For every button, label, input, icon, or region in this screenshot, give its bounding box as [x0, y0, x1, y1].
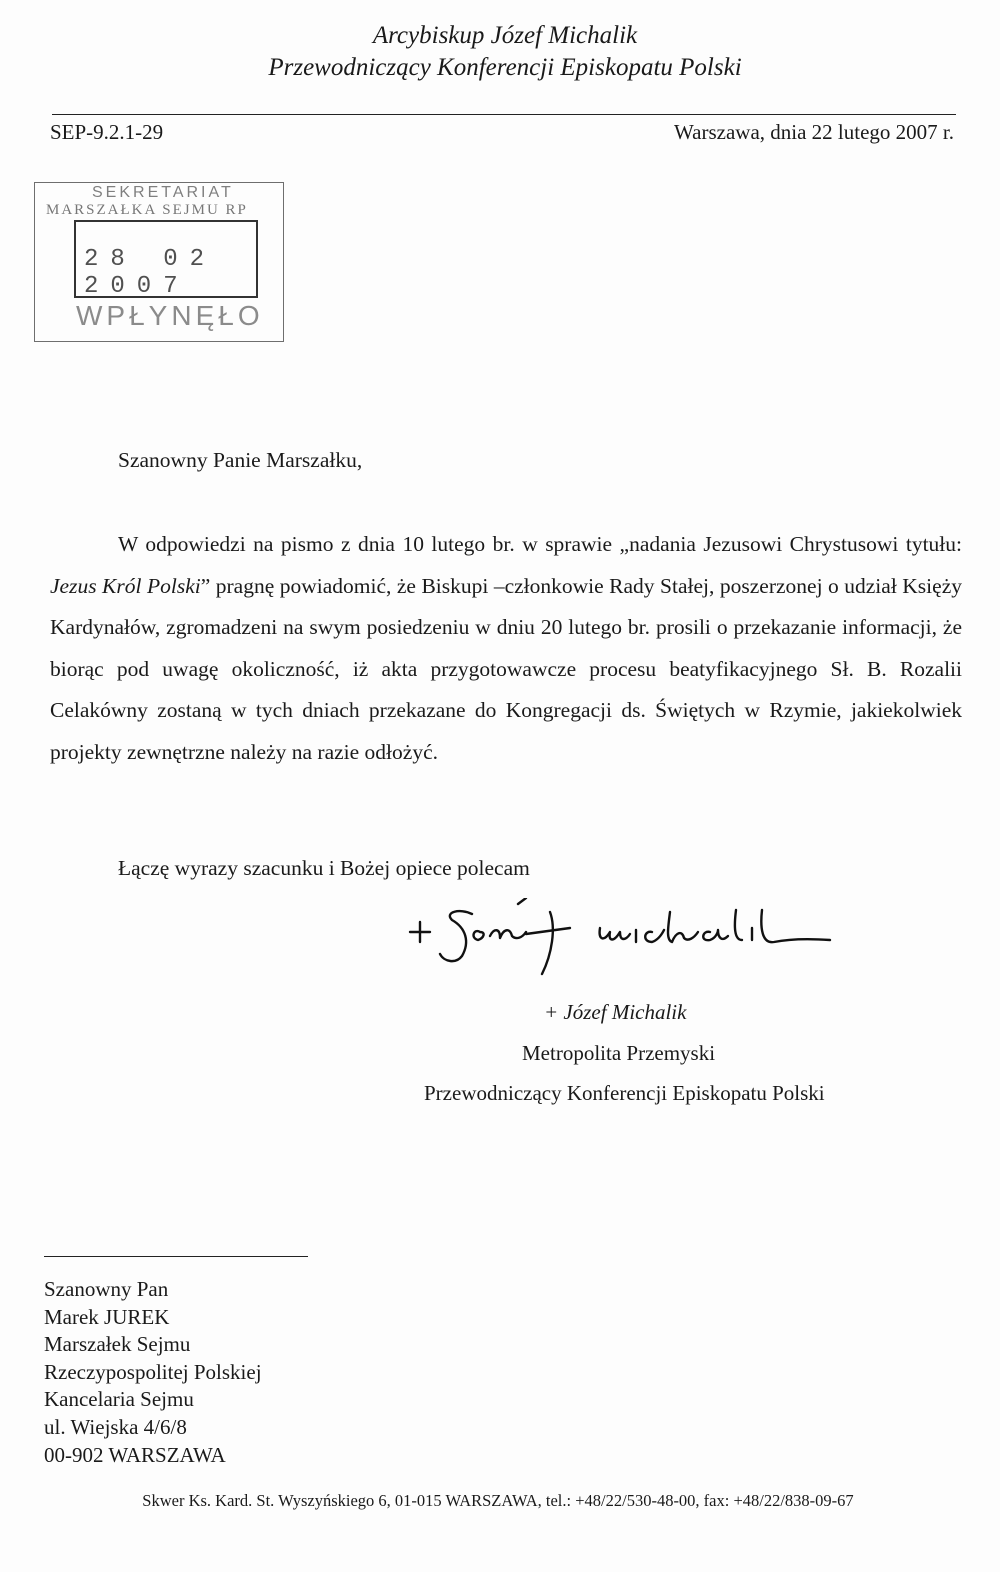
- addressee-line: Kancelaria Sejmu: [44, 1387, 194, 1412]
- letterhead-divider: [52, 114, 956, 115]
- addressee-line: Rzeczypospolitej Polskiej: [44, 1359, 262, 1384]
- letterhead-name: Arcybiskup Józef Michalik: [372, 22, 638, 49]
- closing-line: Łączę wyrazy szacunku i Bożej opiece polecam: [118, 856, 530, 880]
- body-text-part1: W odpowiedzi na pismo z dnia 10 lutego br. w sprawie „nadania Jezusowi Chrystusowi tytułu:: [118, 532, 962, 556]
- addressee-line: Szanowny Pan: [44, 1277, 169, 1301]
- letterhead-title: Przewodniczący Konferencji Episkopatu Polski: [268, 54, 742, 81]
- signer-title-1: Metropolita Przemyski: [522, 1041, 716, 1065]
- stamp-second-text: MARSZAŁKA SEJMU RP: [46, 202, 248, 218]
- date-line: Warszawa, dnia 22 lutego 2007 r.: [674, 120, 954, 144]
- stamp-date: 28 02 2007: [84, 246, 217, 300]
- addressee-line: Marek JUREK: [44, 1304, 170, 1329]
- body-text-part2: ” pragnę powiadomić, że Biskupi –członkowie Rady Stałej, poszerzonej o udział Księży Kardynałów, zgromadzeni na swym posiedzeniu w dniu 20 lutego br. prosili o przekazanie informacji, że biorąc pod uwagę okoliczność, iż akta przygotowawcze procesu beatyfikacyjnego Sł. B. Rozalii Celakówny zostaną w tych dniach przekazane do Kongregacji ds. Świętych w Rzymie, jakiekolwiek projekty zewnętrzne należy na razie odłożyć.: [50, 573, 962, 764]
- stamp-received-text: WPŁYNĘŁO: [76, 300, 264, 331]
- signer-name: + Józef Michalik: [544, 1000, 687, 1024]
- signer-title-2: Przewodniczący Konferencji Episkopatu Polski: [424, 1081, 825, 1105]
- reference-number: SEP-9.2.1-29: [50, 120, 164, 144]
- received-stamp: [34, 178, 286, 344]
- addressee-line: 00-902 WARSZAWA: [44, 1442, 226, 1467]
- addressee-block: [44, 1276, 262, 1469]
- letter-body: [50, 524, 962, 773]
- addressee-line: Marszałek Sejmu: [44, 1332, 191, 1357]
- addressee-line: ul. Wiejska 4/6/8: [44, 1414, 187, 1439]
- body-title-italic: Jezus Król Polski: [50, 573, 201, 598]
- salutation: Szanowny Panie Marszałku,: [118, 448, 363, 472]
- handwritten-signature: [400, 898, 840, 978]
- body-paragraph: [50, 524, 962, 773]
- address-divider: [44, 1256, 308, 1257]
- footer-address: Skwer Ks. Kard. St. Wyszyńskiego 6, 01-015 WARSZAWA, tel.: +48/22/530-48-00, fax: +48/22/838-09-67: [142, 1491, 854, 1510]
- stamp-top-text: SEKRETARIAT: [92, 184, 234, 201]
